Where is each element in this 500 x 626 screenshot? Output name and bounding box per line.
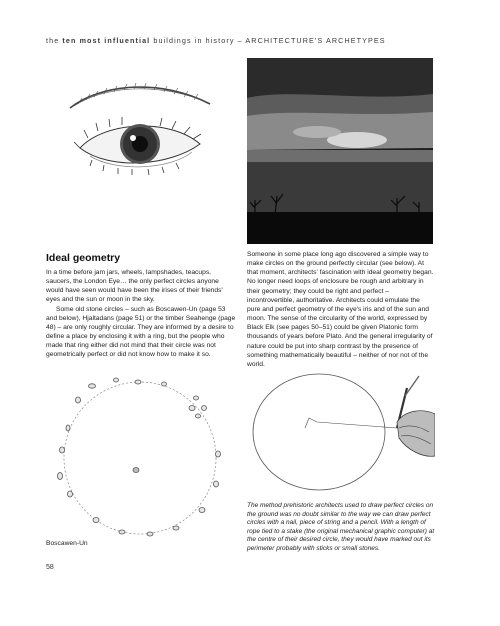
compass-drawing-illustration: [247, 366, 435, 494]
section-title: Ideal geometry: [46, 252, 121, 264]
landscape-illustration: [247, 58, 433, 244]
right-paragraph-1: Someone in some place long ago discovered a simple way to make circles on the ground perfectly circular (see below). At that moment, architects' fascination with ideal geometry began. No longer need loops of enclosure be rough and arbitrary in their geometry; they could be right and perfect – incontrovertible, authoritative. Architects could emulate the pure and perfect geometry of the eye's iris and of the sun and moon. The sense of the circularity of the world, expressed by Black Elk (see pages 50–51) could be given Platonic form thousands of years before Plato. And the general irregularity of nature could be put into sharp contrast by the presence of something mathematically beautiful – neither of nor not of the world.: [247, 251, 434, 368]
running-header: [46, 36, 386, 45]
header-prefix: the: [46, 36, 63, 45]
left-paragraph-1: In a time before jam jars, wheels, lampshades, teacups, saucers, the London Eye… the only perfect circles anyone would have seen would have been the irises of their friends' eyes and the sun or moon in the sky.: [46, 269, 223, 304]
header-suffix: buildings in history – ARCHITECTURE'S ARCHETYPES: [150, 36, 386, 45]
header-bold: ten most influential: [62, 36, 151, 45]
compass-caption: The method prehistoric architects used to draw perfect circles on the ground was no doubt similar to the way we can draw perfect circles with a nail, piece of string and a pencil. With a length of rope tied to a stake (the original mechanical graphic computer) at the centre of their desired circle, they would have marked out its perimeter probably with sticks or small stones.: [247, 502, 435, 552]
right-column: [247, 250, 435, 369]
stone-circle-caption: Boscawen-Un: [46, 540, 88, 547]
eye-illustration: [60, 76, 220, 186]
left-column: [46, 268, 236, 360]
left-paragraph-2: Some old stone circles – such as Boscawen-Un (page 53 and below), Hjaltadans (page 51) or the timber Seahenge (page 48) – are only roughly circular. They are informed by a desire to define a place by enclosing it with a ring, but the people who made that ring either did not mind that their circle was not geometrically perfect or did not know how to make it so.: [46, 305, 236, 359]
stone-circle-diagram: [46, 372, 246, 544]
page-number: 58: [46, 564, 54, 571]
